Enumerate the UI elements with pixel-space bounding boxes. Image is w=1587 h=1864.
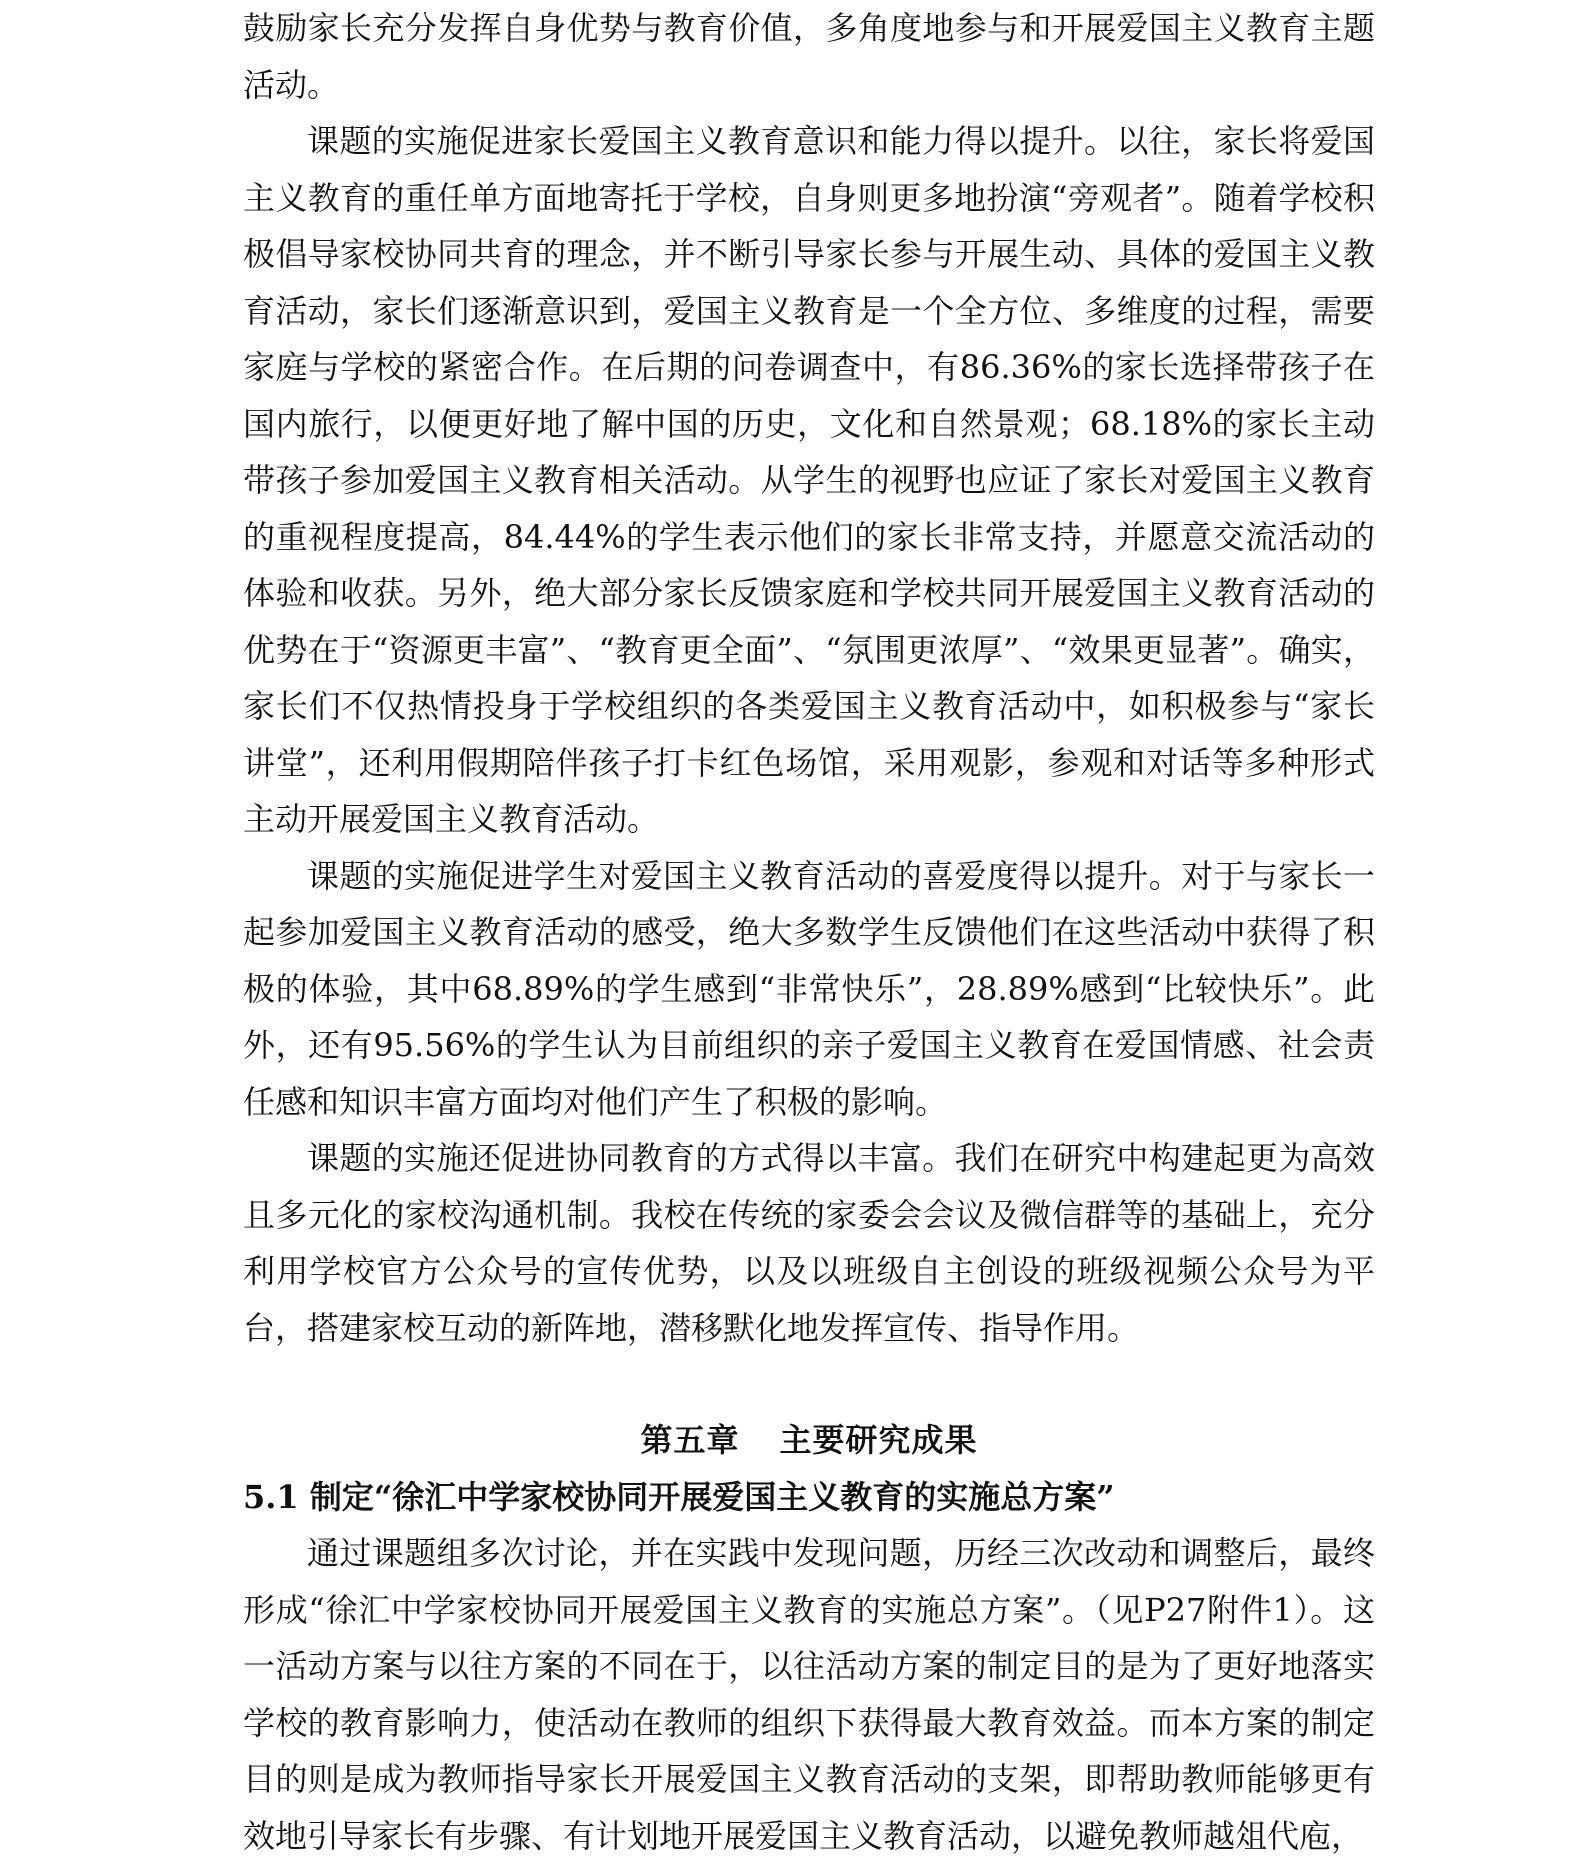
paragraph-implementation-plan: 通过课题组多次讨论，并在实践中发现问题，历经三次改动和调整后，最终形成“徐汇中学家校协同开展爱国主义教育的实施总方案”。（见P27附件1）。这一活动方案与以往方案的不同在于，以往活动方案的制定目的是为了更好地落实学校的教育影响力，使活动在教师的组织下获得最大教育效益。而本方案的制定目的则是成为教师指导家长开展爱国主义教育活动的支架，即帮助教师能够更有效地引导家长有步骤、有计划地开展爱国主义教育活动，以避免教师越俎代庖，	[243, 1534, 1375, 1855]
paragraph-continued: 鼓励家长充分发挥自身优势与教育价值，多角度地参与和开展爱国主义教育主题活动。	[243, 9, 1375, 104]
paragraph-collaboration-methods: 课题的实施还促进协同教育的方式得以丰富。我们在研究中构建起更为高效且多元化的家校沟通机制。我校在传统的家委会会议及微信群等的基础上，充分利用学校官方公众号的宣传优势，以及以班级自主创设的班级视频公众号为平台，搭建家校互动的新阵地，潜移默化地发挥宣传、指导作用。	[243, 1139, 1375, 1347]
document-page	[243, 0, 1375, 1864]
paragraph-student-enjoyment: 课题的实施促进学生对爱国主义教育活动的喜爱度得以提升。对于与家长一起参加爱国主义教育活动的感受，绝大多数学生反馈他们在这些活动中获得了积极的体验，其中68.89%的学生感到“非常快乐”，28.89%感到“比较快乐”。此外，还有95.56%的学生认为目前组织的亲子爱国主义教育在爱国情感、社会责任感和知识丰富方面均对他们产生了积极的影响。	[243, 856, 1375, 1121]
chapter-heading	[243, 1412, 1375, 1469]
paragraph-parent-awareness: 课题的实施促进家长爱国主义教育意识和能力得以提升。以往，家长将爱国主义教育的重任单方面地寄托于学校，自身则更多地扮演“旁观者”。随着学校积极倡导家校协同共育的理念，并不断引导家长参与开展生动、具体的爱国主义教育活动，家长们逐渐意识到，爱国主义教育是一个全方位、多维度的过程，需要家庭与学校的紧密合作。在后期的问卷调查中，有86.36%的家长选择带孩子在国内旅行，以便更好地了解中国的历史，文化和自然景观；68.18%的家长主动带孩子参加爱国主义教育相关活动。从学生的视野也应证了家长对爱国主义教育的重视程度提高，84.44%的学生表示他们的家长非常支持，并愿意交流活动的体验和收获。另外，绝大部分家长反馈家庭和学校共同开展爱国主义教育活动的优势在于“资源更丰富”、“教育更全面”、“氛围更浓厚”、“效果更显著”。确实，家长们不仅热情投身于学校组织的各类爱国主义教育活动中，如积极参与“家长讲堂”，还利用假期陪伴孩子打卡红色场馆，采用观影，参观和对话等多种形式主动开展爱国主义教育活动。	[243, 122, 1375, 838]
chapter-title: 主要研究成果	[779, 1421, 978, 1459]
chapter-label: 第五章	[640, 1421, 740, 1459]
section-heading: 5.1 制定“徐汇中学家校协同开展爱国主义教育的实施总方案”	[243, 1477, 1115, 1516]
